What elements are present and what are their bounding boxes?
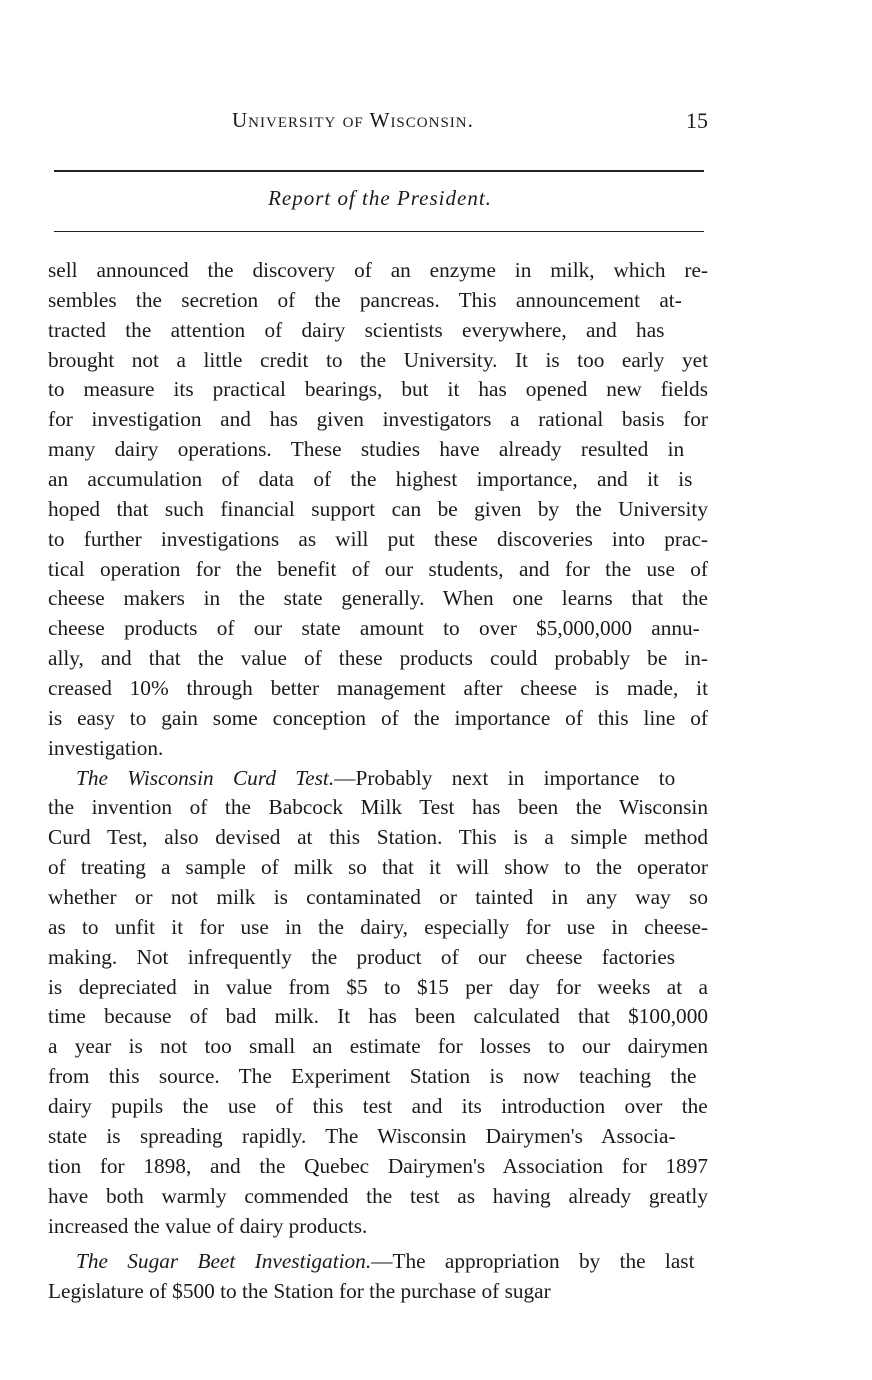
- text-line: ally, and that the value of these products could probably be in-: [48, 646, 708, 671]
- text-line: for investigation and has given investigators a rational basis for: [48, 407, 708, 432]
- text-line: is easy to gain some conception of the importance of this line of: [48, 705, 708, 730]
- text-line: a year is not too small an estimate for losses to our dairymen: [48, 1034, 708, 1059]
- text-line: [48, 1247, 694, 1277]
- text-line: making. Not infrequently the product of our cheese factories: [48, 944, 676, 969]
- text-line: tracted the attention of dairy scientists everywhere, and has: [48, 317, 665, 342]
- text-line: tion for 1898, and the Quebec Dairymen's Association for 1897: [48, 1153, 708, 1178]
- section-title: Report of the President.: [268, 186, 492, 210]
- text-line: sell announced the discovery of an enzyme in milk, which re-: [48, 258, 708, 282]
- text-line: time because of bad milk. It has been calculated that $100,000: [48, 1004, 708, 1029]
- running-head: [0, 108, 872, 138]
- text-line: dairy pupils the use of this test and its introduction over the: [48, 1094, 708, 1119]
- page-number: 15: [686, 108, 708, 133]
- text-line: state is spreading rapidly. The Wisconsin Dairymen's Associa-: [48, 1123, 676, 1148]
- text-line: tical operation for the benefit of our students, and for the use of: [48, 556, 708, 581]
- text-line: [48, 764, 675, 794]
- running-title: University of Wisconsin.: [232, 108, 474, 132]
- lead-line-rest: —The appropriation by the last: [371, 1249, 695, 1274]
- body-text: [48, 256, 708, 1307]
- text-line: many dairy operations. These studies have already resulted in: [48, 437, 685, 462]
- text-line: Legislature of $500 to the Station for the purchase of sugar: [48, 1279, 551, 1304]
- paragraph-curd-test: [48, 764, 708, 1242]
- paragraph-enzyme-discovery: [48, 256, 708, 764]
- text-line: an accumulation of data of the highest importance, and it is: [48, 467, 693, 492]
- text-line: brought not a little credit to the University. It is too early yet: [48, 347, 708, 372]
- text-line: of treating a sample of milk so that it will show to the operator: [48, 855, 708, 880]
- text-line: as to unfit it for use in the dairy, especially for use in cheese-: [48, 914, 708, 939]
- text-line: the invention of the Babcock Milk Test has been the Wisconsin: [48, 795, 708, 820]
- text-line: from this source. The Experiment Station is now teaching the: [48, 1064, 697, 1089]
- header-rule-bottom: [54, 231, 704, 232]
- text-line: hoped that such financial support can be given by the University: [48, 496, 708, 521]
- text-line: cheese products of our state amount to over $5,000,000 annu-: [48, 616, 700, 641]
- text-line: investigation.: [48, 735, 164, 760]
- paragraph-lead: The Wisconsin Curd Test.: [76, 765, 335, 790]
- text-line: whether or not milk is contaminated or tainted in any way so: [48, 885, 708, 910]
- text-line: increased the value of dairy products.: [48, 1213, 368, 1238]
- text-line: sembles the secretion of the pancreas. This announcement at-: [48, 287, 682, 312]
- text-line: is depreciated in value from $5 to $15 per day for weeks at a: [48, 974, 708, 999]
- text-line: creased 10% through better management after cheese is made, it: [48, 676, 708, 701]
- lead-line-rest: —Probably next in importance to: [334, 765, 676, 790]
- text-line: to further investigations as will put these discoveries into prac-: [48, 526, 708, 551]
- text-line: to measure its practical bearings, but it has opened new fields: [48, 377, 708, 402]
- text-line: cheese makers in the state generally. When one learns that the: [48, 586, 708, 611]
- paragraph-lead: The Sugar Beet Investigation.: [76, 1249, 372, 1274]
- text-line: Curd Test, also devised at this Station. This is a simple method: [48, 825, 708, 850]
- header-rule-top: [54, 170, 704, 172]
- text-line: have both warmly commended the test as having already greatly: [48, 1183, 708, 1208]
- paragraph-sugar-beet: [48, 1247, 708, 1307]
